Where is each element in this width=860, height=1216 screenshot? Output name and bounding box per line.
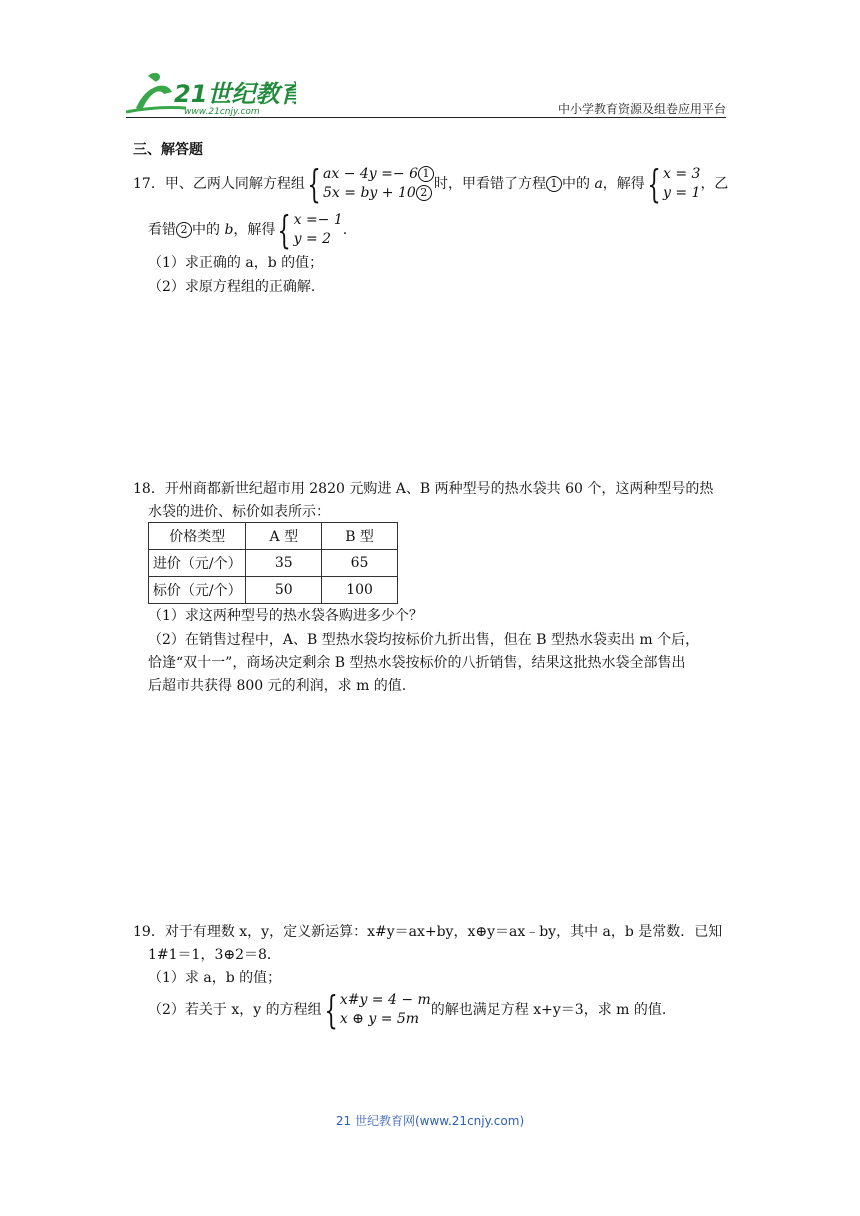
table-cell: 65 <box>322 550 398 577</box>
section-title: 三、解答题 <box>133 142 203 158</box>
platform-tagline: 中小学教育资源及组卷应用平台 <box>557 102 726 116</box>
table-row <box>149 577 398 604</box>
q19-line2: 1#1＝1，3⊕2＝8． <box>148 947 281 963</box>
q17-solution-b: { x =− 1 y = 2 <box>277 208 343 252</box>
q18-line1: 18．开州商都新世纪超市用 2820 元购进 A、B 两种型号的热水袋共 60 个，这两种型号的热 <box>133 481 714 497</box>
price-table <box>148 522 398 604</box>
table-row <box>149 550 398 577</box>
q19-part2: （2）若关于 x，y 的方程组 { x#y = 4 − m x ⊕ y = 5m 的解也满足方程 x+y＝3，求 m 的值. <box>148 988 667 1032</box>
svg-text:www.21cnjy.com: www.21cnjy.com <box>184 107 260 117</box>
header-divider <box>126 117 726 118</box>
table-header: 价格类型 <box>149 523 246 550</box>
table-cell: 100 <box>322 577 398 604</box>
q18-part1: （1）求这两种型号的热水袋各购进多少个？ <box>148 608 423 624</box>
q18-line2: 水袋的进价、标价如表所示： <box>148 504 330 520</box>
table-header: A 型 <box>246 523 322 550</box>
table-header: B 型 <box>322 523 398 550</box>
svg-text:21世纪教育: 21世纪教育 <box>174 80 296 108</box>
q17-part2: （2）求原方程组的正确解. <box>148 279 316 295</box>
q19-equation-system: { x#y = 4 − m x ⊕ y = 5m <box>324 988 431 1032</box>
q18-part2-line1: （2）在销售过程中，A、B 型热水袋均按标价九折出售，但在 B 型热水袋卖出 m 个后， <box>148 632 700 648</box>
site-logo <box>126 68 296 118</box>
footer-link[interactable]: 21 世纪教育网(www.21cnjy.com) <box>335 1114 525 1128</box>
table-header-row <box>149 523 398 550</box>
q19-part1: （1）求 a，b 的值； <box>148 970 282 986</box>
q18-part2-line3: 后超市共获得 800 元的利润，求 m 的值. <box>148 678 407 694</box>
q18-part2-line2: 恰逢“双十一”，商场决定剩余 B 型热水袋按标价的八折销售，结果这批热水袋全部售出 <box>148 655 686 671</box>
q17-solution-a: { x = 3 y = 1 <box>647 162 701 206</box>
q17-line2: 看错 2 中的 b ，解得 { x =− 1 y = 2 . <box>148 208 348 252</box>
q19-line1: 19．对于有理数 x，y，定义新运算：x#y＝ax+by，x⊕y＝ax﹣by，其中 a，b 是常数．已知 <box>133 924 723 940</box>
table-cell: 35 <box>246 550 322 577</box>
table-cell: 50 <box>246 577 322 604</box>
q17-equation-system: { ax − 4y =− 6 1 5x = by + 10 2 <box>305 165 434 203</box>
table-cell: 进价（元/个） <box>149 550 246 577</box>
q17-line1: 17． 甲、乙两人同解方程组 { ax − 4y =− 6 1 5x = by + 10 2 时，甲看错了方程 1 中的 a ，解得 { x = 3 y = 1 ，乙 <box>133 162 729 206</box>
table-cell: 标价（元/个） <box>149 577 246 604</box>
q17-part1: （1）求正确的 a，b 的值； <box>148 255 324 271</box>
